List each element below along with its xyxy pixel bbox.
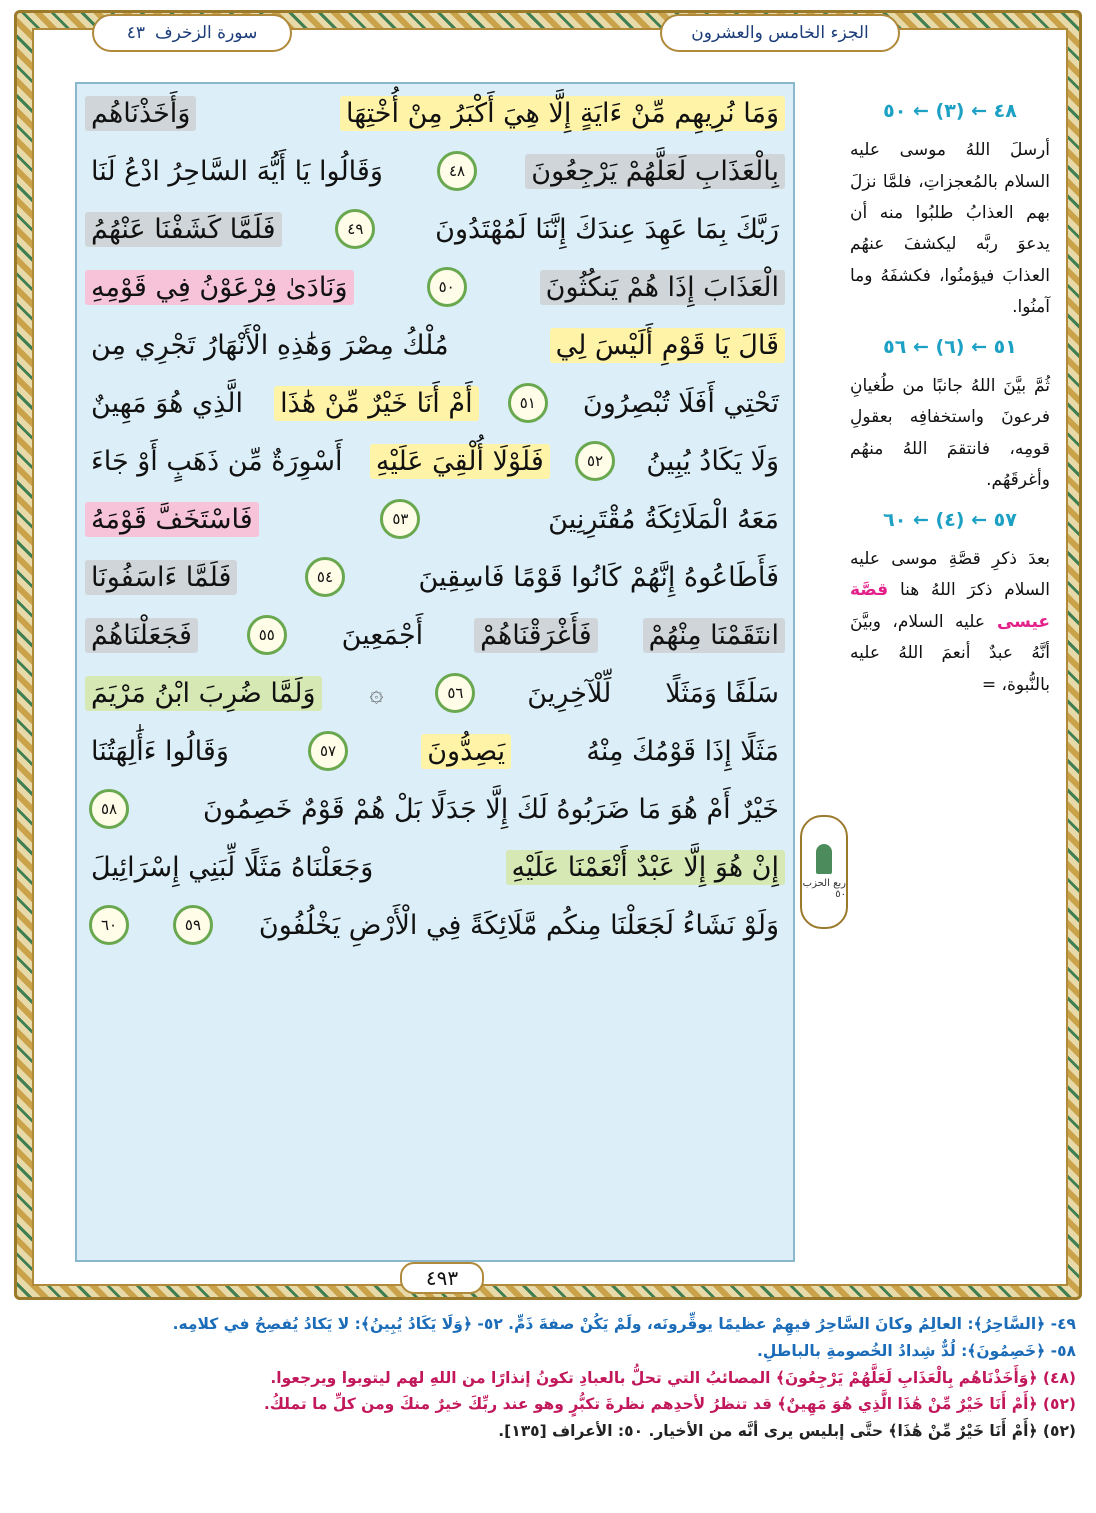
verse-segment: رَبَّكَ بِمَا عَهِدَ عِندَكَ إِنَّنَا لَمُهْتَدُونَ [435,213,779,245]
verse-segment: أَجْمَعِينَ [341,619,424,651]
surah-label-badge [92,14,292,52]
ayah-number-marker: ٤٨ [437,151,477,191]
ayah-number-marker: ٥٦ [435,673,475,713]
footnote: (٥٢) ﴿أَمْ أَنَا خَيْرٌ مِّنْ هَٰذَا﴾ حتَّى إبليس يرى أنَّه من الأخيار. ٥٠: الأعراف [١٣٥]. [498,1422,1076,1441]
tafsir-text-body: ثُمَّ بيَّنَ اللهُ جانبًا من طُغيانِ فرعونَ واستخفافِه بعقولِ قومِه، فانتقمَ اللهُ منهُم وأغرقَهُم. [850,375,1050,491]
verse-line [85,142,785,200]
verse-line [85,490,785,548]
verse-segment: مُلْكُ مِصْرَ وَهَٰذِهِ الْأَنْهَارُ تَجْرِي مِن [91,329,449,361]
hizb-marker-label: ربع الحزب ٥٠ [802,878,846,900]
verse-segment: وَجَعَلْنَاهُ مَثَلًا لِّبَنِي إِسْرَائِيلَ [91,851,374,883]
tafsir-text [850,544,1050,701]
verse-line [85,838,785,896]
verse-segment: يَصِدُّونَ [421,734,511,769]
verse-line [85,780,785,838]
verse-line [85,258,785,316]
verse-segment: فَأَغْرَقْنَاهُمْ [474,618,598,653]
ayah-number-marker: ٥٢ [575,441,615,481]
verse-segment: لِّلْآخِرِينَ [527,677,612,709]
surah-name: سورة الزخرف [154,23,258,43]
ayah-number-marker: ٥٠ [427,267,467,307]
verse-segment: فَلَمَّا كَشَفْنَا عَنْهُمُ [85,212,282,247]
ayah-number-marker: ٥١ [508,383,548,423]
tafsir-text-continued: عليه السلام، وبيَّنَ أنَّهُ عبدٌ أنعمَ اللهُ عليه بالنُّبوة، = [850,611,1050,695]
ayah-number-marker: ٤٩ [335,209,375,249]
verse-line [85,896,785,954]
juz-label: الجزء الخامس والعشرون [660,14,900,52]
verse-segment: فَأَطَاعُوهُ إِنَّهُمْ كَانُوا قَوْمًا فَاسِقِينَ [418,561,779,593]
verse-segment: الْعَذَابَ إِذَا هُمْ يَنكُثُونَ [540,270,785,305]
verse-line [85,722,785,780]
tafsir-text [850,371,1050,497]
verse-segment: قَالَ يَا قَوْمِ أَلَيْسَ لِي [550,328,785,363]
verse-segment: وَأَخَذْنَاهُم [85,96,196,131]
verse-line [85,548,785,606]
verse-segment: إِنْ هُوَ إِلَّا عَبْدٌ أَنْعَمْنَا عَلَيْهِ [506,850,785,885]
hizb-marker [800,815,848,929]
verse-segment: تَحْتِي أَفَلَا تُبْصِرُونَ [582,387,779,419]
verse-segment: مَثَلًا إِذَا قَوْمُكَ مِنْهُ [586,735,779,767]
verse-segment: فَاسْتَخَفَّ قَوْمَهُ [85,502,259,537]
verse-segment: أَسْوِرَةٌ مِّن ذَهَبٍ أَوْ جَاءَ [91,445,343,477]
footnote: ٤٩- ﴿السَّاحِرُ﴾: العالِمُ وكانَ السَّاحِرُ فيهِمْ عظيمًا يوقِّرونَه، ولَمْ يَكُنْ صفةَ ذَمٍّ. ٥٢- ﴿وَلَا يَكَادُ يُبِينُ﴾: لا يَكادُ يُفصِحُ في كلامِه. [172,1315,1076,1333]
tafsir-text-body: بعدَ ذكرِ قصَّةِ موسى عليه السلام ذكرَ اللهُ هنا [850,548,1050,601]
verse-segment: فَلَوْلَا أُلْقِيَ عَلَيْهِ [370,444,550,479]
verse-segment: خَيْرٌ أَمْ هُوَ مَا ضَرَبُوهُ لَكَ إِلَّا جَدَلًا بَلْ هُمْ قَوْمٌ خَصِمُونَ [202,793,779,825]
page-number: ٤٩٣ [400,1262,484,1294]
verse-segment: وَنَادَىٰ فِرْعَوْنُ فِي قَوْمِهِ [85,270,354,305]
ayah-number-marker: ٥٧ [308,731,348,771]
footnote: ٥٨- ﴿خَصِمُونَ﴾: لُدٌّ شِدادُ الخُصومةِ بالباطلِ. [757,1341,1076,1360]
footnote: (٤٨) ﴿وَأَخَذْنَاهُم بِالْعَذَابِ لَعَلَّهُمْ يَرْجِعُونَ﴾ المصائبُ التي تحلُّ بالعبادِ تكونُ إنذارًا من اللهِ لهم ليتوبوا ويرجعوا. [270,1368,1076,1387]
verse-panel [75,82,795,1262]
verse-segment: وَلَمَّا ضُرِبَ ابْنُ مَرْيَمَ [85,676,322,711]
tafsir-range: ٤٨ ← (٣) ← ٥٠ [883,100,1017,122]
verse-line [85,432,785,490]
verse-segment: وَلَا يَكَادُ يُبِينُ [646,445,779,477]
verse-segment: فَلَمَّا ءَاسَفُونَا [85,560,237,595]
footnotes [24,1312,1076,1446]
verse-line [85,200,785,258]
ayah-number-marker: ٥٩ [173,905,213,945]
ayah-number-marker: ٥٨ [89,789,129,829]
tafsir-sidebar [850,90,1050,1260]
verse-segment: وَقَالُوا ءَأَٰلِهَتُنَا [91,735,229,767]
verse-line [85,316,785,374]
verse-line [85,84,785,142]
ayah-number-marker: ٥٥ [247,615,287,655]
verse-line [85,606,785,664]
ayah-number-marker: ٥٤ [305,557,345,597]
verse-segment: بِالْعَذَابِ لَعَلَّهُمْ يَرْجِعُونَ [525,154,785,189]
footnote: (٥٢) ﴿أَمْ أَنَا خَيْرٌ مِّنْ هَٰذَا الَّذِي هُوَ مَهِينٌ﴾ قد تنظرُ لأحدِهم نظرةَ تكبُّرٍ وهو عند ربِّكَ خيرٌ منكَ ومن كلِّ ما تملكُ. [263,1395,1076,1414]
ayah-number-marker: ٦٠ [89,905,129,945]
tafsir-text [850,135,1050,324]
ayah-number-marker: ٥٣ [380,499,420,539]
verse-segment: الَّذِي هُوَ مَهِينٌ [91,387,244,419]
verse-segment: سَلَفًا وَمَثَلًا [665,677,779,709]
tafsir-range: ٥١ ← (٦) ← ٥٦ [883,335,1017,358]
verse-segment: وَمَا نُرِيهِم مِّنْ ءَايَةٍ إِلَّا هِيَ أَكْبَرُ مِنْ أُخْتِهَا [340,96,785,131]
verse-line [85,664,785,722]
tafsir-text-body: أرسلَ اللهُ موسى عليه السلام بالمُعجزاتِ، فلمَّا نزلَ بهم العذابُ طلبُوا منه أن يدعوَ ربَّه ليكشفَ عنهُم العذابَ فيؤمنُوا، فكشفَهُ وما آمنُوا. [850,140,1050,318]
verse-segment: وَلَوْ نَشَاءُ لَجَعَلْنَا مِنكُم مَّلَائِكَةً فِي الْأَرْضِ يَخْلُفُونَ [258,909,779,941]
mosque-icon [816,844,832,874]
verse-segment: مَعَهُ الْمَلَائِكَةُ مُقْتَرِنِينَ [548,503,779,535]
surah-number: ٤٣ [126,23,145,43]
verse-segment: أَمْ أَنَا خَيْرٌ مِّنْ هَٰذَا [274,386,478,421]
tafsir-highlight: قصَّة عيسى [850,580,1051,632]
verse-line [85,374,785,432]
rub-el-hizb-icon: ۞ [369,679,384,707]
verse-segment: فَجَعَلْنَاهُمْ [85,618,198,653]
verse-segment: وَقَالُوا يَا أَيُّهَ السَّاحِرُ ادْعُ لَنَا [91,155,383,187]
verse-segment: انتَقَمْنَا مِنْهُمْ [643,618,785,653]
tafsir-range: ٥٧ ← (٤) ← ٦٠ [883,508,1017,531]
